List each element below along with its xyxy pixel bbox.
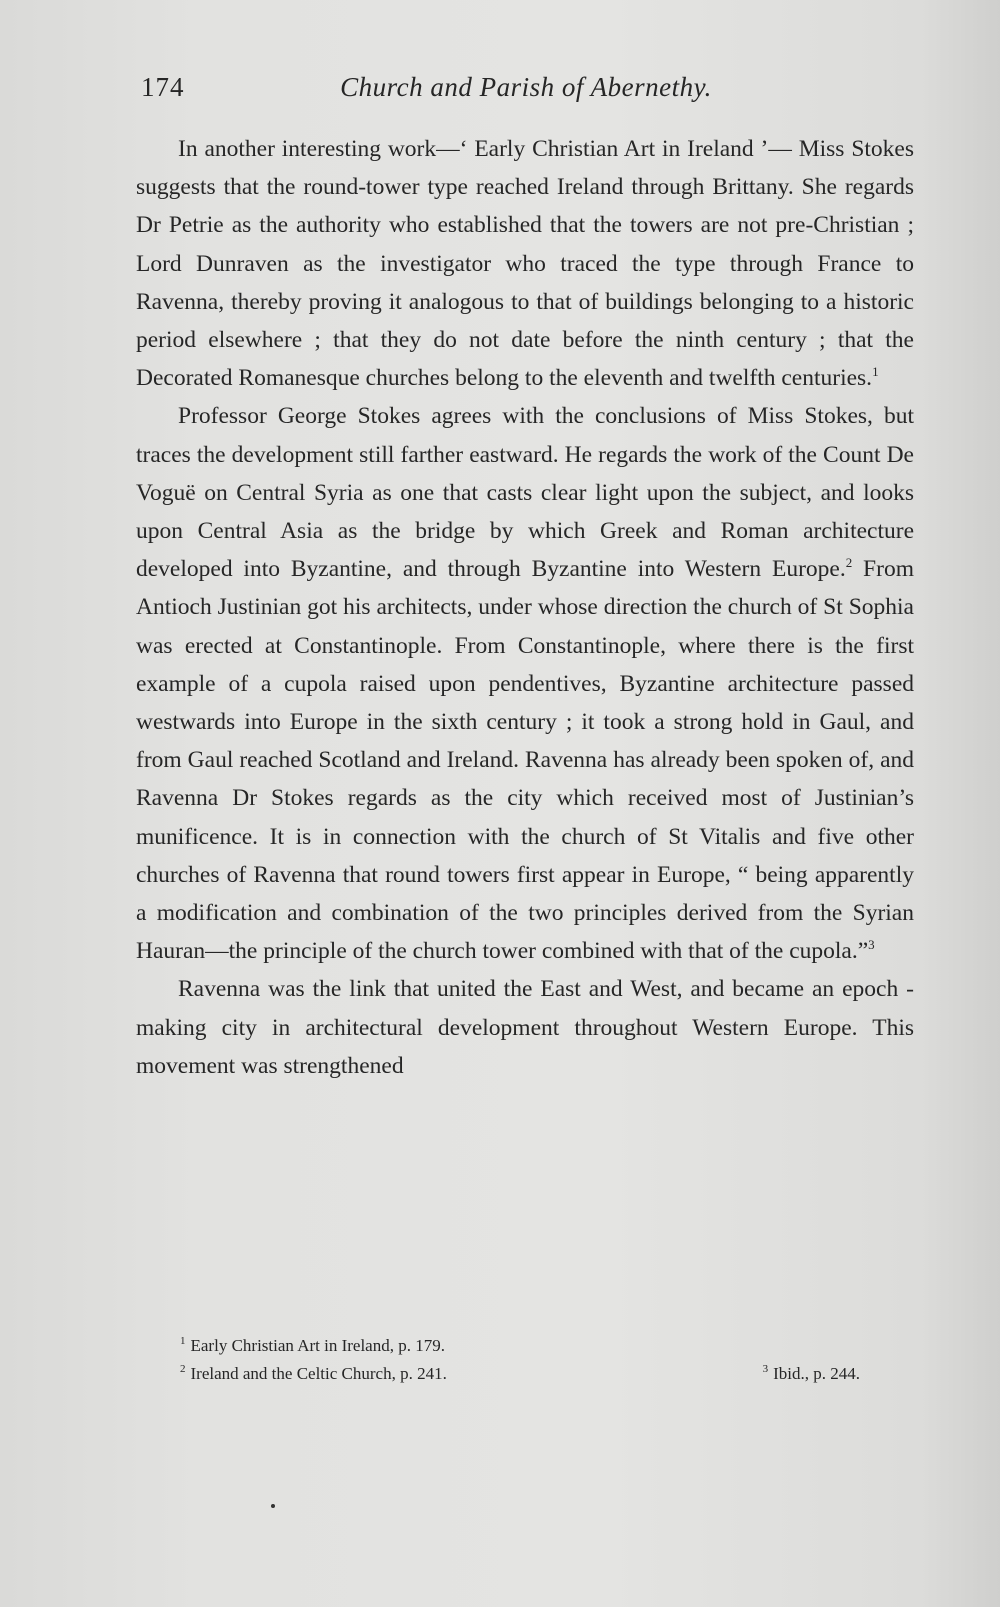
footnote-row-2 xyxy=(180,1360,860,1388)
footnote-3 xyxy=(763,1360,860,1388)
body-text xyxy=(136,130,914,1085)
footnote-text-3: Ibid., p. 244. xyxy=(773,1364,860,1383)
footnote-mark-2: 2 xyxy=(180,1363,186,1376)
paragraph-1 xyxy=(136,130,914,397)
footnote-text-2: Ireland and the Celtic Church, p. 241. xyxy=(190,1364,447,1383)
running-title: Church and Parish of Abernethy. xyxy=(340,72,712,102)
footnote-mark-1: 1 xyxy=(180,1335,186,1348)
paragraph-2-text-a: Professor George Stokes agrees with the conclusions of Miss Stokes, but traces the development still farther eastward. He regards the work of the Count De Voguë on Central Syria as one that casts clear light upon the subject, and looks upon Central Asia as the bridge by which Greek and Roman architecture developed into Byzantine, and through Byzantine into Western Europe. xyxy=(136,403,914,583)
footnote-ref-1: 1 xyxy=(872,364,879,380)
page-number: 174 xyxy=(141,72,185,102)
paragraph-1-text: In another interesting work—‘ Early Christian Art in Ireland ’— Miss Stokes suggests that the round-tower type reached Ireland through Brittany. She regards Dr Petrie as the authority who established that the towers are not pre-Christian ; Lord Dunraven as the investigator who traced the type through France to Ravenna, thereby proving it analogous to that of buildings belonging to a historic period elsewhere ; that they do not date before the ninth century ; that the Decorated Romanesque churches belong to the eleventh and twelfth centuries. xyxy=(136,136,914,392)
footnote-ref-2: 2 xyxy=(845,555,853,571)
paragraph-2-text-b: From Antioch Justinian got his architects, under whose direction the church of St Sophia was erected at Constantinople. From Constantinople, where there is the first example of a cupola raised upon pendentives, Byzantine architecture passed westwards into Europe in the sixth century ; it took a strong hold in Gaul, and from Gaul reached Scotland and Ireland. Ravenna has already been spoken of, and Ravenna Dr Stokes regards as the city which received most of Justinian’s munificence. It is in connection with the church of St Vitalis and five other churches of Ravenna that round towers first appear in Europe, “ being apparently a modification and combination of the two principles derived from the Syrian Hauran—the principle of the church tower combined with that of the cupola.” xyxy=(136,556,914,965)
ink-speck xyxy=(271,1504,275,1508)
paragraph-3-text: Ravenna was the link that united the East and West, and became an epoch - making city in architectural development throughout Western Europe. This movement was strengthened xyxy=(136,976,914,1079)
footnote-row-1 xyxy=(180,1332,860,1360)
footnote-ref-3: 3 xyxy=(868,937,875,953)
footnote-text-1: Early Christian Art in Ireland, p. 179. xyxy=(190,1336,445,1355)
footnotes xyxy=(180,1332,860,1388)
page-header xyxy=(141,72,911,112)
paragraph-2 xyxy=(136,397,914,970)
paragraph-3 xyxy=(136,970,914,1085)
footnote-mark-3: 3 xyxy=(762,1363,769,1376)
